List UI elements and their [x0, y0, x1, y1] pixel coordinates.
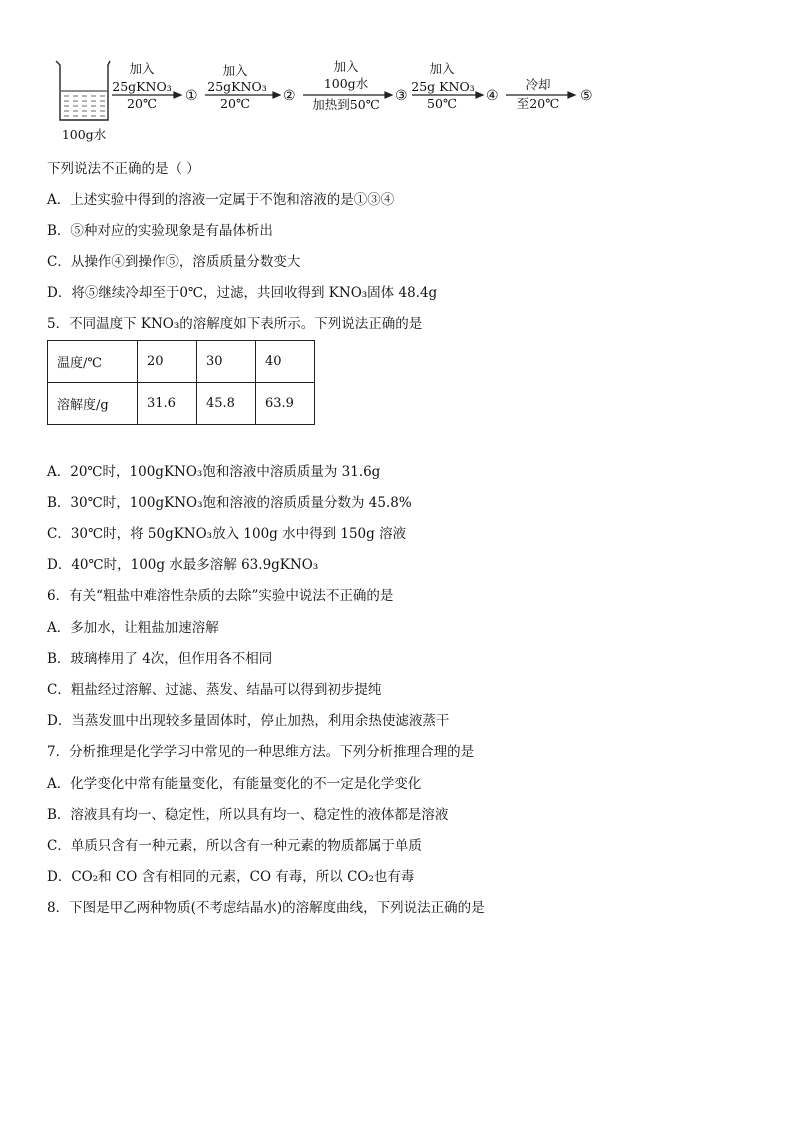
kno3-process-diagram [50, 58, 610, 148]
q7-option-a: A．化学变化中常有能量变化，有能量变化的不一定是化学变化 [47, 776, 422, 792]
q4-option-d: D．将⑤继续冷却至于0℃，过滤，共回收得到 KNO₃固体 48.4g [47, 285, 438, 301]
q7-stem: 7．分析推理是化学学习中常见的一种思维方法。下列分析推理合理的是 [47, 744, 475, 760]
step3-condition: 加热到50℃ [312, 97, 380, 112]
step1-top: 加入 [129, 61, 155, 76]
table-cell: 20 [138, 341, 197, 383]
table-header-solubility: 溶解度/g [48, 383, 138, 425]
q4-option-b: B．⑤种对应的实验现象是有晶体析出 [47, 223, 273, 239]
step4-reagent: 25g KNO₃ [411, 79, 475, 94]
step2-condition: 20℃ [220, 96, 250, 111]
solubility-table [47, 340, 315, 425]
q5-option-b: B．30℃时，100gKNO₃饱和溶液的溶质质量分数为 45.8% [47, 495, 412, 511]
q6-option-a: A．多加水，让粗盐加速溶解 [47, 620, 219, 636]
table-cell: 30 [197, 341, 256, 383]
q5-stem: 5．不同温度下 KNO₃的溶解度如下表所示。下列说法正确的是 [47, 316, 423, 332]
step2-top: 加入 [222, 63, 248, 78]
q6-option-d: D．当蒸发皿中出现较多量固体时，停止加热，利用余热使滤液蒸干 [47, 713, 450, 729]
q5-option-c: C．30℃时，将 50gKNO₃放入 100g 水中得到 150g 溶液 [47, 526, 407, 542]
beaker-icon [56, 61, 110, 120]
result-4: ④ [486, 88, 499, 104]
table-header-temperature: 温度/℃ [48, 341, 138, 383]
step4-condition: 50℃ [427, 96, 457, 111]
step4-top: 加入 [429, 61, 455, 76]
result-2: ② [283, 88, 296, 104]
q7-option-c: C．单质只含有一种元素，所以含有一种元素的物质都属于单质 [47, 838, 422, 854]
table-cell: 63.9 [256, 383, 315, 425]
step1-reagent: 25gKNO₃ [112, 79, 172, 94]
result-1: ① [185, 88, 198, 104]
step3-top: 加入 [333, 59, 359, 74]
step5-condition: 至20℃ [516, 96, 560, 111]
beaker-label: 100g水 [61, 127, 107, 142]
table-row [48, 341, 315, 383]
q4-option-c: C．从操作④到操作⑤，溶质质量分数变大 [47, 254, 301, 270]
q6-stem: 6．有关“粗盐中难溶性杂质的去除”实验中说法不正确的是 [47, 588, 394, 604]
result-3: ③ [395, 88, 408, 104]
q5-option-a: A．20℃时，100gKNO₃饱和溶液中溶质质量为 31.6g [47, 464, 381, 480]
table-cell: 45.8 [197, 383, 256, 425]
q4-option-a: A．上述实验中得到的溶液一定属于不饱和溶液的是①③④ [47, 192, 395, 208]
q6-option-c: C．粗盐经过溶解、过滤、蒸发、结晶可以得到初步提纯 [47, 682, 382, 698]
table-cell: 31.6 [138, 383, 197, 425]
table-cell: 40 [256, 341, 315, 383]
q7-option-b: B．溶液具有均一、稳定性，所以具有均一、稳定性的液体都是溶液 [47, 807, 449, 823]
step1-condition: 20℃ [127, 96, 157, 111]
q4-stem: 下列说法不正确的是（ ） [47, 161, 200, 177]
q7-option-d: D．CO₂和 CO 含有相同的元素，CO 有毒，所以 CO₂也有毒 [47, 869, 415, 885]
q8-stem: 8．下图是甲乙两种物质(不考虑结晶水)的溶解度曲线，下列说法正确的是 [47, 900, 485, 916]
q5-option-d: D．40℃时，100g 水最多溶解 63.9gKNO₃ [47, 557, 319, 573]
step5-top: 冷却 [525, 77, 551, 92]
result-5: ⑤ [580, 88, 593, 104]
step2-reagent: 25gKNO₃ [207, 79, 267, 94]
table-row [48, 383, 315, 425]
q6-option-b: B．玻璃棒用了 4次，但作用各不相同 [47, 651, 273, 667]
step3-reagent: 100g水 [323, 76, 369, 91]
